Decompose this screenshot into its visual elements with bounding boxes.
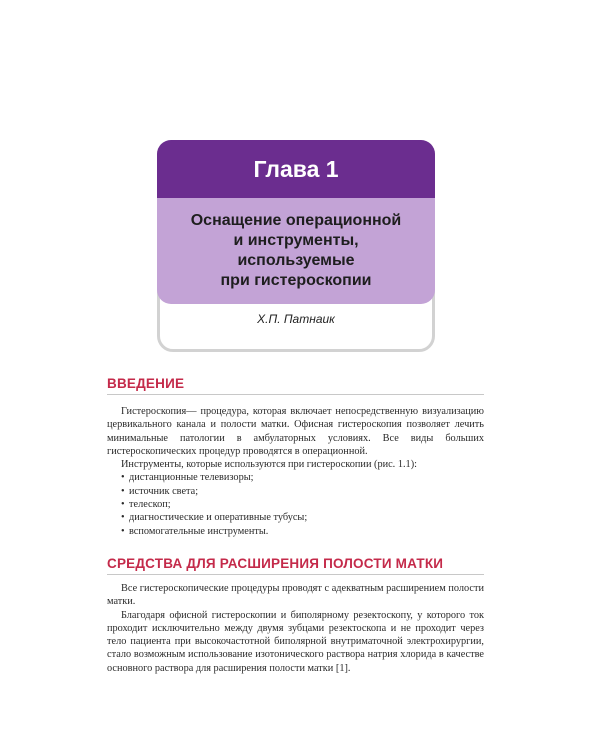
list-item-text: дистанционные телевизоры; — [129, 472, 254, 484]
list-item-text: вспомогательные инструменты. — [129, 525, 269, 537]
chapter-title-line: Оснащение операционной — [190, 212, 402, 229]
chapter-title-panel — [157, 198, 435, 304]
introduction-text — [107, 405, 484, 538]
bullet: • — [121, 472, 125, 484]
chapter-author: Х.П. Патнаик — [257, 312, 335, 326]
bullet: • — [121, 499, 125, 511]
list-item — [121, 498, 484, 511]
list-item-text: телескоп; — [129, 499, 171, 511]
list-item — [121, 485, 484, 498]
chapter-title-line: используемые — [237, 252, 355, 269]
list-item — [121, 511, 484, 524]
section-heading-distension: СРЕДСТВА ДЛЯ РАСШИРЕНИЯ ПОЛОСТИ МАТКИ — [107, 556, 484, 575]
paragraph: Инструменты, которые используются при гистероскопии (рис. 1.1): — [121, 459, 417, 471]
bullet: • — [121, 512, 125, 524]
instrument-list — [107, 471, 484, 537]
chapter-title-line: при гистероскопии — [220, 272, 372, 289]
list-item-text: источник света; — [129, 485, 199, 497]
list-item-text: диагностические и оперативные тубусы; — [129, 512, 308, 524]
list-item — [121, 471, 484, 484]
section-heading-introduction: ВВЕДЕНИЕ — [107, 376, 484, 395]
paragraph: Гистероскопия— процедура, которая включает непосредственную визуализацию цервикального канала и полости матки. Офисная гистероскопия позволяет лечить минимальные патологии в амбулаторных условиях. Все виды больших гистероскопических процедур проводятся в операционной. — [107, 406, 484, 457]
list-item — [121, 525, 484, 538]
paragraph: Все гистероскопические процедуры проводят с адекватным расширением полости матки. — [107, 583, 484, 608]
chapter-label: Глава 1 — [157, 140, 435, 198]
bullet: • — [121, 485, 125, 497]
distension-text — [107, 582, 484, 675]
chapter-title — [171, 211, 421, 291]
bullet: • — [121, 525, 125, 537]
paragraph: Благодаря офисной гистероскопии и биполярному резектоскопу, у которого ток проходит исключительно между двумя зубцами резектоскопа и не проходит через тело пациента при высокочастотной биполярной внутриматочной электрохирургии, стало возможным использование изотонического раствора натрия хлорида в качестве основного раствора для расширения полости матки [1]. — [107, 609, 484, 674]
chapter-title-line: и инструменты, — [233, 232, 359, 249]
